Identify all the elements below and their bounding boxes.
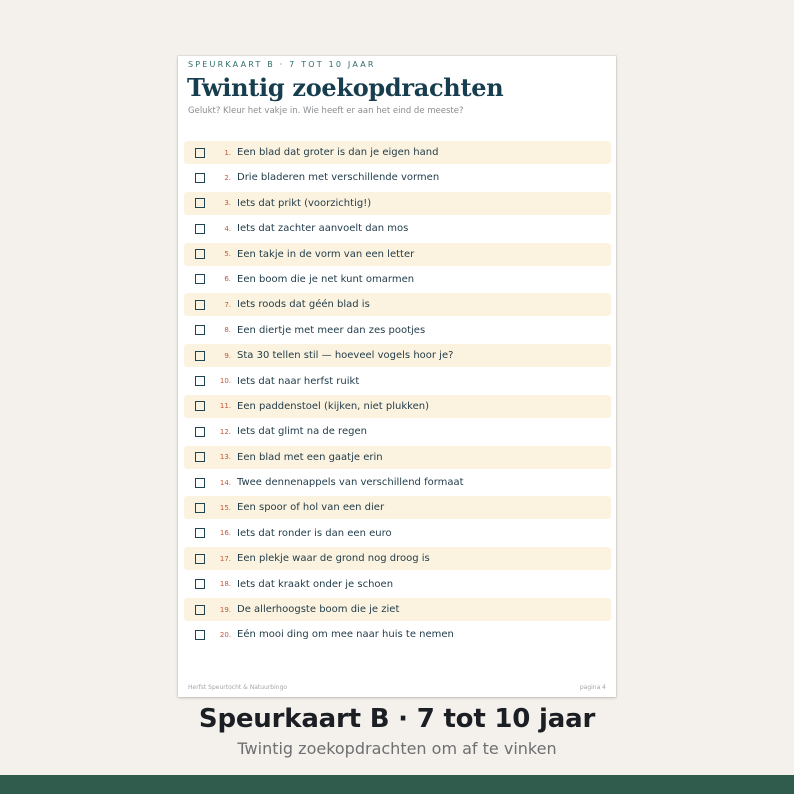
task-text: Iets dat prikt (voorzichtig!) (237, 197, 372, 209)
task-row (184, 446, 611, 469)
task-text: Iets dat naar herfst ruikt (237, 375, 360, 387)
task-number: 8. (224, 326, 231, 335)
checkbox-icon[interactable] (195, 376, 205, 386)
task-row (184, 370, 611, 393)
task-row (184, 319, 611, 342)
task-number: 7. (224, 300, 231, 309)
task-text: Een spoor of hol van een dier (237, 502, 385, 514)
checkbox-icon[interactable] (195, 198, 205, 208)
checklist-sheet (178, 56, 616, 697)
footer-title: Herfst Speurtocht & Natuurbingo (188, 684, 288, 691)
task-number: 5. (224, 250, 231, 259)
task-row (184, 623, 611, 646)
task-row (184, 496, 611, 519)
task-list (184, 141, 611, 649)
task-number: 18. (219, 580, 231, 589)
checkbox-icon[interactable] (195, 224, 205, 234)
task-text: Een plekje waar de grond nog droog is (237, 553, 430, 565)
checkbox-icon[interactable] (195, 325, 205, 335)
caption-subtitle: Twintig zoekopdrachten om af te vinken (237, 739, 557, 758)
task-text: Iets dat kraakt onder je schoen (237, 578, 394, 590)
task-number: 19. (219, 605, 231, 614)
task-number: 12. (219, 427, 231, 436)
sheet-subtitle: Gelukt? Kleur het vakje in. Wie heeft er aan het eind de meeste? (188, 106, 464, 116)
checkbox-icon[interactable] (195, 249, 205, 259)
task-text: De allerhoogste boom die je ziet (237, 604, 400, 616)
task-row (184, 471, 611, 494)
task-number: 4. (224, 224, 231, 233)
checkbox-icon[interactable] (195, 630, 205, 640)
task-row (184, 420, 611, 443)
task-row (184, 217, 611, 240)
bottom-bar (0, 775, 794, 794)
task-text: Drie bladeren met verschillende vormen (237, 172, 440, 184)
task-number: 2. (224, 173, 231, 182)
caption-title: Speurkaart B · 7 tot 10 jaar (198, 704, 596, 734)
task-number: 16. (219, 529, 231, 538)
checkbox-icon[interactable] (195, 300, 205, 310)
sheet-kicker: SPEURKAART B · 7 TOT 10 JAAR (188, 60, 376, 69)
task-text: Twee dennenappels van verschillend formaat (237, 477, 464, 489)
task-row (184, 166, 611, 189)
task-number: 13. (219, 453, 231, 462)
checkbox-icon[interactable] (195, 452, 205, 462)
task-number: 9. (224, 351, 231, 360)
task-row (184, 293, 611, 316)
task-row (184, 141, 611, 164)
sheet-title: Twintig zoekopdrachten (187, 73, 504, 102)
task-text: Iets roods dat géén blad is (237, 299, 370, 311)
task-number: 3. (224, 199, 231, 208)
task-row (184, 573, 611, 596)
checkbox-icon[interactable] (195, 427, 205, 437)
task-text: Een takje in de vorm van een letter (237, 248, 415, 260)
task-text: Een blad dat groter is dan je eigen hand (237, 147, 439, 158)
task-number: 17. (219, 554, 231, 563)
task-row (184, 192, 611, 215)
task-row (184, 243, 611, 266)
task-row (184, 395, 611, 418)
task-number: 11. (219, 402, 231, 411)
task-text: Een paddenstoel (kijken, niet plukken) (237, 400, 429, 412)
checkbox-icon[interactable] (195, 605, 205, 615)
task-row (184, 547, 611, 570)
task-number: 20. (219, 630, 231, 639)
checkbox-icon[interactable] (195, 401, 205, 411)
task-number: 10. (219, 377, 231, 386)
task-text: Een diertje met meer dan zes pootjes (237, 324, 426, 336)
task-text: Iets dat zachter aanvoelt dan mos (237, 223, 409, 235)
task-row (184, 522, 611, 545)
checkbox-icon[interactable] (195, 274, 205, 284)
task-number: 6. (224, 275, 231, 284)
task-number: 15. (219, 503, 231, 512)
checkbox-icon[interactable] (195, 173, 205, 183)
checkbox-icon[interactable] (195, 554, 205, 564)
task-number: 1. (224, 148, 231, 157)
checkbox-icon[interactable] (195, 478, 205, 488)
task-text: Eén mooi ding om mee naar huis te nemen (237, 629, 454, 641)
task-text: Iets dat ronder is dan een euro (237, 527, 392, 539)
checkbox-icon[interactable] (195, 579, 205, 589)
checkbox-icon[interactable] (195, 351, 205, 361)
checkbox-icon[interactable] (195, 503, 205, 513)
task-row (184, 598, 611, 621)
task-text: Een boom die je net kunt omarmen (237, 273, 415, 285)
checkbox-icon[interactable] (195, 148, 205, 158)
task-text: Iets dat glimt na de regen (237, 426, 367, 438)
task-number: 14. (219, 478, 231, 487)
task-row (184, 268, 611, 291)
task-text: Een blad met een gaatje erin (237, 451, 383, 463)
task-text: Sta 30 tellen stil — hoeveel vogels hoor je? (237, 350, 454, 362)
task-row (184, 344, 611, 367)
checkbox-icon[interactable] (195, 528, 205, 538)
page-number: pagina 4 (579, 684, 606, 691)
